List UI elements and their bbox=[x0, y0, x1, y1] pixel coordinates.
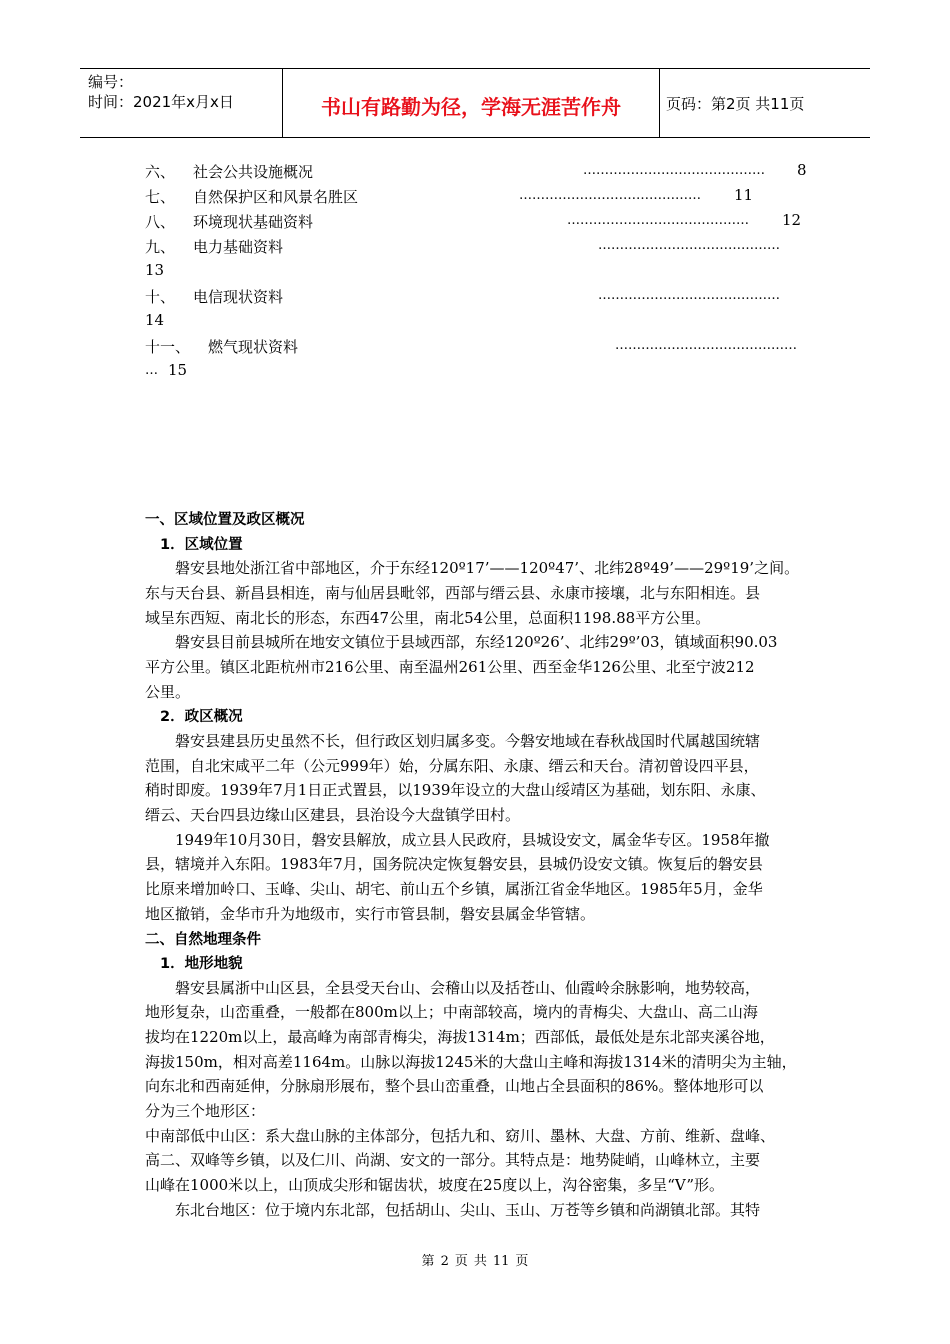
paragraph-line: 县，辖境并入东阳。1983年7月，国务院决定恢复磐安县，县城仍设安文镇。恢复后的磐安县 bbox=[145, 855, 763, 873]
footer-text: 第 bbox=[421, 1254, 435, 1269]
header-meta bbox=[80, 69, 282, 137]
page-header bbox=[80, 68, 870, 138]
paragraph-line: 分为三个地形区： bbox=[145, 1102, 266, 1120]
motto: 书山有路勤为径，学海无涯苦作舟 bbox=[321, 95, 621, 119]
paragraph-line: 域呈东西短、南北长的形态，东西47公里，南北54公里，总面积1198.88平方公里。 bbox=[145, 609, 711, 627]
subsection-heading: 2．政区概况 bbox=[160, 709, 243, 725]
toc-num: 八、 bbox=[145, 213, 176, 231]
paragraph-line: 比原来增加岭口、玉峰、尖山、胡宅、前山五个乡镇，属浙江省金华地区。1985年5月，金华 bbox=[145, 880, 763, 898]
toc-page: 11 bbox=[734, 186, 754, 204]
toc-dots: …………………………………… bbox=[567, 213, 749, 228]
toc-dots: …………………………………… bbox=[615, 338, 797, 353]
paragraph-line: 高二、双峰等乡镇，以及仁川、尚湖、安文的一部分。其特点是：地势陡峭，山峰林立，主要 bbox=[145, 1151, 761, 1169]
page-info: 页码：第2页 共11页 bbox=[666, 95, 805, 113]
paragraph-line: 缙云、天台四县边缘山区建县，县治设今大盘镇学田村。 bbox=[145, 806, 521, 824]
subsection-heading: 1．区域位置 bbox=[160, 537, 243, 553]
paragraph-line: 中南部低中山区：系大盘山脉的主体部分，包括九和、窈川、墨林、大盘、方前、维新、盘峰、 bbox=[145, 1127, 776, 1145]
toc-title: 社会公共设施概况 bbox=[193, 163, 314, 181]
paragraph-line: 磐安县地处浙江省中部地区，介于东经120º17’——120º47’、北纬28º49’——29º19’之间。 bbox=[175, 559, 800, 577]
toc-page: 8 bbox=[797, 161, 807, 179]
toc-page: 14 bbox=[145, 311, 165, 329]
paragraph-line: 公里。 bbox=[145, 683, 191, 701]
page-footer bbox=[0, 1250, 950, 1269]
toc-num: 七、 bbox=[145, 188, 176, 206]
footer-total-pages: 11 bbox=[492, 1254, 510, 1269]
paragraph-line: 拔均在1220m以上，最高峰为南部青梅尖，海拔1314m；西部低，最低处是东北部夹溪谷地， bbox=[145, 1028, 775, 1046]
paragraph-line: 磐安县目前县城所在地安文镇位于县域西部，东经120º26’、北纬29º’03，镇域面积90.03 bbox=[175, 633, 778, 651]
paragraph-line: 地形复杂，山峦重叠，一般都在800m以上；中南部较高，境内的青梅尖、大盘山、高二山海 bbox=[145, 1003, 758, 1021]
section-heading: 一、区域位置及政区概况 bbox=[145, 512, 305, 528]
header-motto-cell bbox=[282, 69, 660, 137]
toc-page: 12 bbox=[782, 211, 802, 229]
paragraph-line: 海拔150m，相对高差1164m。山脉以海拔1245米的大盘山主峰和海拔1314米的清明尖为主轴， bbox=[145, 1053, 797, 1071]
toc-title: 电力基础资料 bbox=[193, 238, 284, 256]
code-label: 编号： bbox=[88, 73, 134, 91]
footer-page-number: 2 bbox=[440, 1254, 449, 1269]
toc-num: 六、 bbox=[145, 163, 176, 181]
toc-num: 十、 bbox=[145, 288, 176, 306]
footer-text: 共 bbox=[473, 1254, 487, 1269]
toc-title: 自然保护区和风景名胜区 bbox=[193, 188, 359, 206]
paragraph-line: 范围，自北宋咸平二年（公元999年）始，分属东阳、永康、缙云和天台。清初曾设四平县， bbox=[145, 757, 759, 775]
toc-title: 环境现状基础资料 bbox=[193, 213, 314, 231]
paragraph-line: 山峰在1000米以上，山顶成尖形和锯齿状，坡度在25度以上，沟谷密集，多呈“V”形。 bbox=[145, 1176, 724, 1194]
toc-dots: …………………………………… bbox=[598, 238, 780, 253]
toc-dots: …………………………………… bbox=[519, 188, 701, 203]
footer-text: 页 bbox=[515, 1254, 529, 1269]
paragraph-line: 东北台地区：位于境内东北部，包括胡山、尖山、玉山、万苍等乡镇和尚湖镇北部。其特 bbox=[175, 1201, 761, 1219]
paragraph-line: 平方公里。镇区北距杭州市216公里、南至温州261公里、西至金华126公里、北至宁波212 bbox=[145, 658, 755, 676]
toc-num: 九、 bbox=[145, 238, 176, 256]
toc-dots: …………………………………… bbox=[598, 288, 780, 303]
subsection-heading: 1．地形地貌 bbox=[160, 956, 243, 972]
toc-page: 13 bbox=[145, 261, 165, 279]
footer-text: 页 bbox=[454, 1254, 468, 1269]
toc-title: 电信现状资料 bbox=[193, 288, 284, 306]
paragraph-line: 地区撤销，金华市升为地级市，实行市管县制，磐安县属金华管辖。 bbox=[145, 905, 596, 923]
section-heading: 二、自然地理条件 bbox=[145, 932, 261, 948]
toc-page: 15 bbox=[168, 361, 188, 379]
paragraph-line: 磐安县建县历史虽然不长，但行政区划归属多变。今磐安地域在春秋战国时代属越国统辖 bbox=[175, 732, 761, 750]
toc-dots: …………………………………… bbox=[583, 163, 765, 178]
paragraph-line: 东与天台县、新昌县相连，南与仙居县毗邻，西部与缙云县、永康市接壤，北与东阳相连。县 bbox=[145, 584, 761, 602]
date-label: 时间：2021年x月x日 bbox=[88, 93, 234, 111]
paragraph-line: 稍时即废。1939年7月1日正式置县，以1939年设立的大盘山绥靖区为基础，划东阳、永康、 bbox=[145, 781, 766, 799]
paragraph-line: 1949年10月30日，磐安县解放，成立县人民政府，县城设安文，属金华专区。1958年撤 bbox=[175, 831, 770, 849]
paragraph-line: 磐安县属浙中山区县，全县受天台山、会稽山以及括苍山、仙霞岭余脉影响，地势较高， bbox=[175, 979, 761, 997]
paragraph-line: 向东北和西南延伸，分脉扇形展布，整个县山峦重叠，山地占全县面积的86%。整体地形可以 bbox=[145, 1077, 764, 1095]
toc-num: 十一、 bbox=[145, 338, 191, 356]
toc-dots: … bbox=[145, 363, 158, 378]
toc-title: 燃气现状资料 bbox=[208, 338, 299, 356]
